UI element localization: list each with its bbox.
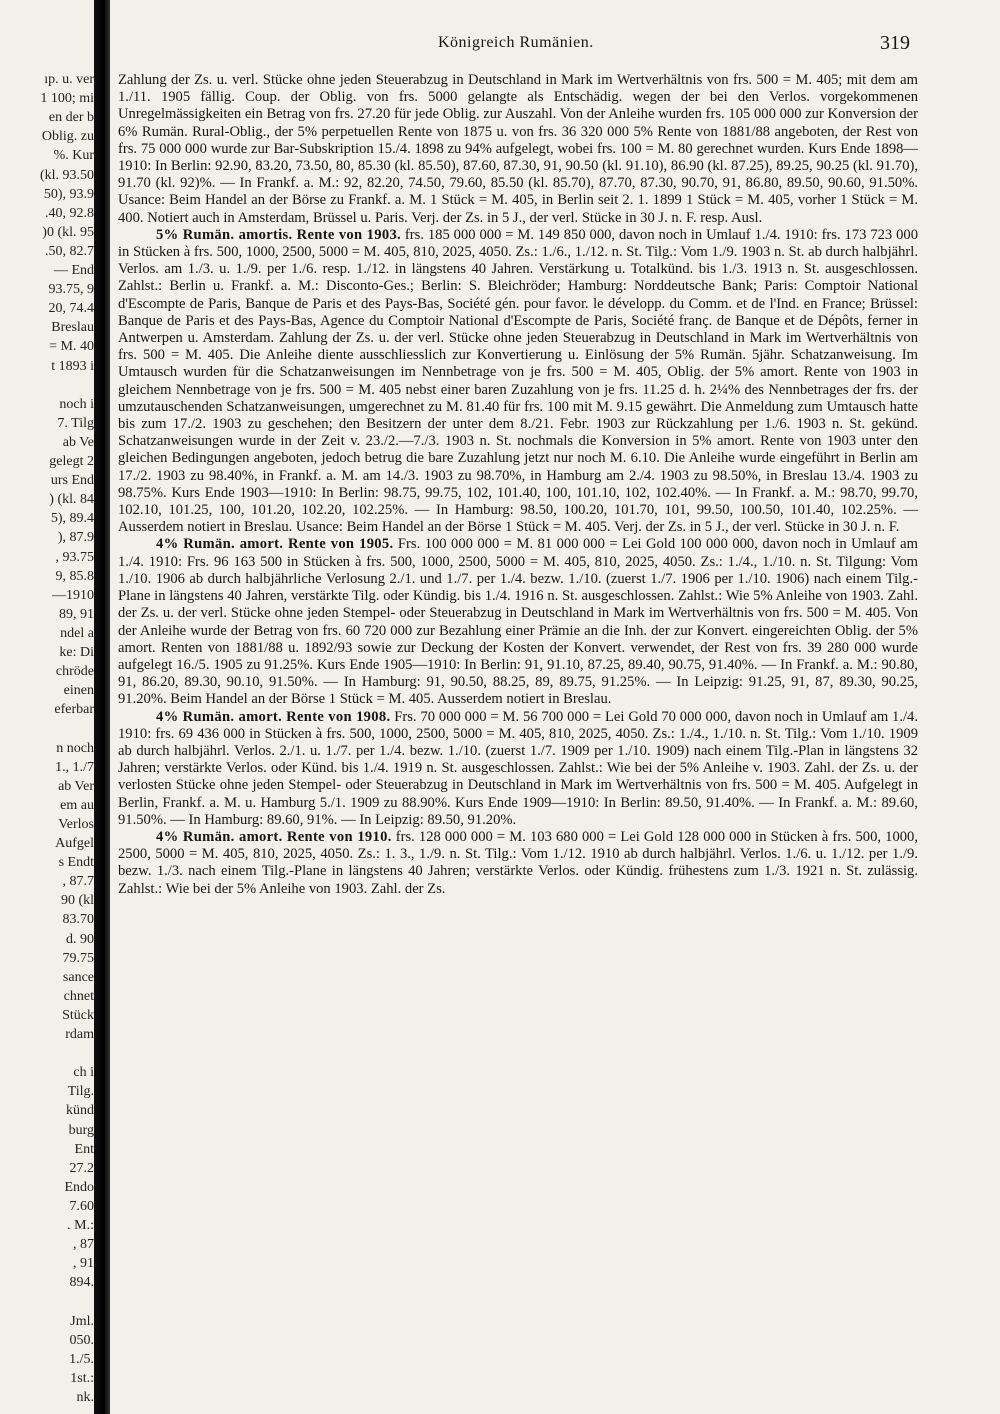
gutter-line: noch i <box>59 396 94 412</box>
gutter-line: . M.: <box>67 1218 94 1233</box>
section-title: 4% Rumän. amort. Rente von 1908. <box>156 708 391 725</box>
gutter-line: )0 (kl. 95 <box>42 224 94 240</box>
paragraph-rente-1905 <box>118 536 918 708</box>
gutter-line: , 87.7 <box>62 874 94 890</box>
gutter-line: Stück <box>62 1007 94 1023</box>
gutter-line: künd <box>66 1103 94 1119</box>
gutter-line: burg <box>68 1122 94 1138</box>
gutter-line: n noch <box>56 740 94 756</box>
gutter-line: chröde <box>55 664 94 680</box>
gutter-line: gelegt 2 <box>49 454 94 469</box>
gutter-line: einen <box>63 683 94 699</box>
gutter-line: em au <box>60 797 94 813</box>
gutter-line: sance <box>62 969 94 985</box>
gutter-line: 7. Tilg <box>57 415 94 431</box>
gutter-line: 83.70 <box>62 912 94 928</box>
adjacent-page-fragment <box>0 0 94 1414</box>
paragraph-text: Zahlung der Zs. u. verl. Stücke ohne jeden Steuerabzug in Deutschland in Mark im Wertverhältnis von frs. 500 = M. 405; mit dem am 1./11. 1905 fällig. Coup. der Oblig. von frs. 5000 gelangte als Entschädig. wegen der bei den Verlos. vorgekommenen Unregelmässigkeiten ein Betrag von frs. 27.20 für jede Oblig. zur Auszahl. Von der Anleihe wurden frs. 105 000 000 zur Konversion der 6% Rumän. Rural-Oblig., der 5% perpetuellen Rente von 1875 u. von frs. 36 320 000 5% Rente von 1881/88 angeboten, der Rest von frs. 75 000 000 wurde zur Bar-Subskription 15./4. 1898 zu 94% aufgelegt, wobei frs. 100 = M. 80 gerechnet wurden. Kurs Ende 1898—1910: In Berlin: 92.90, 83.20, 73.50, 80, 85.30 (kl. 85.50), 87.60, 87.30, 91, 90.50 (kl. 91.10), 86.90 (kl. 87.25), 89.25, 90.25 (kl. 91.70), 91.70 (kl. 92)%. — In Frankf. a. M.: 92, 82.20, 74.50, 79.60, 85.50 (kl. 85.70), 87.70, 87.30, 90.70, 91, 86.80, 89.50, 90.60, 91.50%. Usance: Beim Handel an der Börse zu Frankf. a. M. 1 Stück = M. 405, in Berlin seit 2. 1. 1899 1 Stück = M. 405, vorher 1 Stück = M. 400. Notiert auch in Amsterdam, Brüssel u. Paris. Verj. der Zs. in 5 J., der verl. Stücke in 30 J. n. F. resp. Ausl. <box>118 72 918 226</box>
gutter-line: .40, 92.8 <box>45 205 94 221</box>
gutter-line: Breslau <box>51 320 94 336</box>
paragraph-text: Frs. 100 000 000 = M. 81 000 000 = Lei Gold 100 000 000, davon noch in Umlauf am 1./4. 1910: Frs. 96 163 500 in Stücken à frs. 500, 1000, 2500, 5000 = M. 405, 810, 2025, 4050. Zs.: 1./4., 1./10. n. St. Tilgung: Vom 1./10. 1906 ab durch halbjährliche Verlosung 2./1. und 1./7. per 1./4. bezw. 1./10. (zuerst 1./7. 1906 per 1./10. 1906) nach einem Tilg.-Plane in längstens 40 Jahren, verstärkte Tilg. oder Kündig. bis 1./4. 1916 n. St. ausgeschlossen. Zahlst.: Wie 5% Anleihe von 1903. Zahl. der Zs. u. der verl. Stücke ohne jeden Stempel- oder Steuerabzug in Deutschland in Mark im Wertverhältnis von frs. 500 = M. 405. Von der Anleihe wurde der Betrag von frs. 60 720 000 zur Bezahlung einer Prämie an die Inh. der zur Konvert. eingereichten Oblig. der 5% amort. Renten von 1881/88 u. 1892/93 sowie zur Deckung der Kosten der Konvert. verwendet, der Rest von frs. 39 280 000 wurde aufgelegt 16./5. 1905 zu 91.25%. Kurs Ende 1905—1910: In Berlin: 91, 91.10, 87.25, 89.40, 90.75, 91.40%. — In Frankf. a. M.: 90.80, 91, 86.20, 89.30, 90.10, 91.50%. — In Hamburg: 91, 90.50, 88.25, 89, 89.75, 91.25%. — In Leipzig: 91.25, 91, 87, 89.30, 90.25, 91.20%. Beim Handel an der Börse 1 Stück = M. 405. Ausserdem notiert in Breslau. <box>118 536 918 708</box>
paragraph-rente-1903 <box>118 227 918 537</box>
gutter-line: Endo <box>64 1179 94 1195</box>
gutter-line: ) (kl. 84 <box>49 492 94 508</box>
section-title: 4% Rumän. amort. Rente von 1905. <box>156 536 394 553</box>
gutter-line: urs End <box>50 473 94 489</box>
page-header <box>0 34 1000 58</box>
gutter-line: 27.2 <box>69 1160 94 1176</box>
paragraph-rente-1908 <box>118 709 918 829</box>
gutter-line: eferbar <box>54 702 94 718</box>
gutter-line: 5), 89.4 <box>50 511 94 527</box>
page-body <box>118 72 918 898</box>
gutter-line: 9, 85.8 <box>55 568 94 584</box>
gutter-line: 93.75, 9 <box>48 282 94 298</box>
gutter-line: 1./5. <box>69 1351 94 1367</box>
gutter-line: 894. <box>69 1275 94 1291</box>
section-title: 5% Rumän. amortis. Rente von 1903. <box>156 226 401 243</box>
gutter-line: ıp. u. ver <box>44 72 94 87</box>
paragraph-text: frs. 128 000 000 = M. 103 680 000 = Lei Gold 128 000 000 in Stücken à frs. 500, 1000, 2500, 5000 = M. 405, 810, 2025, 4050. Zs.: 1. 3., 1./9. n. St. Tilg.: Vom 1./12. 1910 ab durch halbjährl. Verlos. 1./6. u. 1./12. per 1./9. bezw. 1./3. nach einem Tilg.-Plane in längstens 40 Jahren; verstärkte Verlos. oder Kündig. frühestens zum 1./3. 1921 n. St. zulässig. Zahlst.: Wie bei der 5% Anleihe von 1903. Zahl. der Zs. <box>118 828 918 897</box>
gutter-line: ), 87.9 <box>57 530 94 546</box>
gutter-line: — End <box>53 263 94 278</box>
gutter-line: .50, 82.7 <box>45 243 94 259</box>
gutter-line: s Endt <box>58 855 94 871</box>
paragraph-continuation <box>118 72 918 227</box>
running-title: Königreich Rumänien. <box>438 34 594 51</box>
gutter-line: 90 (kl <box>60 893 94 909</box>
gutter-line: ndel a <box>60 625 94 641</box>
gutter-line: ab Ver <box>58 778 94 794</box>
gutter-line: 79.75 <box>62 950 94 966</box>
book-spine-shadow <box>94 0 110 1414</box>
paragraph-rente-1910 <box>118 829 918 898</box>
gutter-line: Aufgel <box>55 836 94 851</box>
gutter-line: Jml. <box>70 1313 94 1329</box>
gutter-line: Tilg. <box>67 1084 94 1100</box>
paragraph-text: frs. 185 000 000 = M. 149 850 000, davon noch in Umlauf 1./4. 1910: frs. 173 723 000 in Stücken à frs. 500, 1000, 2500, 5000 = M. 405, 810, 2025, 4050. Zs.: 1./6., 1./12. n. St. Tilg.: Vom 1./9. 1903 n. St. ab durch halbjährl. Verlos. am 1./3. u. 1./9. per 1./6. resp. 1./12. in längstens 40 Jahren. Verstärkung u. Totalkünd. bis 1./3. 1913 n. St. ausgeschlossen. Zahlst.: Berlin u. Frankf. a. M.: Disconto-Ges.; Berlin: S. Bleichröder; Hamburg: Norddeutsche Bank; Paris: Comptoir National d'Escompte de Paris, Banque de Paris et des Pays-Bas, Société gén. pour favor. le développ. du Comm. et de l'Ind. en France; Brüssel: Banque de Paris et des Pays-Bas, Agence du Comptoir National d'Escompte de Paris, Société franç. de Banque et de Dépôts, ferner in Antwerpen u. Amsterdam. Zahlung der Zs. u. der verl. Stücke ohne jeden Steuerabzug in Deutschland in Mark im Wertverhältnis von frs. 500 = M. 405. Die Anleihe diente ausschliesslich zur Konvertierung u. Einlösung der 5% Rumän. 5jähr. Schatzanweisung. Im Umtausch wurden für die Schatzanweisungen im Nennbetrage von je frs. 500 = M. 405, Oblig. der 5% amort. Rente von 1903 in gleichem Nennbetrage von je frs. 500 = M. 405 nebst einer baren Zuzahlung von je frs. 11.25 d. h. 2¼% des Nennbetrages der frs. der umzutauschenden Schatzanweisungen, umgerechnet zu M. 81.40 für frs. 100 mit M. 9.15 gewährt. Die Anmeldung zum Umtausch hatte bis zum 17./2. 1903 zu geschehen; den Besitzern der unter dem 8./21. Febr. 1903 zur Rückzahlung per 1./6. 1903 n. St. gekünd. Schatzanweisungen wurde in der Zeit v. 23./2.—7./3. 1903 n. St. nochmals die Konversion in 5% amort. Rente von 1903 unter den gleichen Bedingungen angeboten, jedoch betrug die bare Zuzahlung jetzt nur noch M. 6.10. Die Anleihe wurde eingeführt in Berlin am 17./2. 1903 zu 98.40%, in Frankf. a. M. am 14./3. 1903 zu 98.70%, in Hamburg am 2./4. 1903 zu 98.50%, in Breslau 13./4. 1903 zu 98.75%. Kurs Ende 1903—1910: In Berlin: 98.75, 99.75, 102, 101.40, 100, 101.10, 102, 102.40%. — In Frankf. a. M.: 98.70, 99.70, 102.10, 101.25, 100, 101.20, 102.20, 102.25%. — In Hamburg: 98.50, 100.20, 101.70, 101, 99.50, 100.50, 101.40, 102.25%. — Ausserdem notiert in Breslau. Usance: Beim Handel an der Börse 1 Stück = M. 405. Verj. der Zs. in 5 J., der verl. Stücke in 30 J. n. F. <box>118 226 919 536</box>
gutter-line: ab Ve <box>62 434 94 450</box>
gutter-line: 1st.: <box>70 1370 94 1386</box>
gutter-line: 050. <box>69 1332 94 1348</box>
page-number: 319 <box>880 32 910 54</box>
gutter-line: en der b <box>48 110 94 126</box>
gutter-line: 1 100; mi <box>40 91 94 107</box>
section-title: 4% Rumän. amort. Rente von 1910. <box>156 828 392 845</box>
paragraph-text: Frs. 70 000 000 = M. 56 700 000 = Lei Gold 70 000 000, davon noch in Umlauf am 1./4. 1910: frs. 69 436 000 in Stücken à frs. 500, 1000, 2500, 5000 = M. 405, 810, 2025, 4050. Zs.: 1./4., 1./10. n. St. Tilg.: Vom 1./10. 1909 ab durch halbjährl. Verlos. 2./1. u. 1./7. per 1./4. bezw. 1./10. (zuerst 1./7. 1909 per 1./10. 1909) nach einem Tilg.-Plan in längstens 32 Jahren; verstärkte Verlos. oder Künd. bis 1./4. 1919 n. St. ausgeschlossen. Zahlst.: Wie bei der 5% Anleihe v. 1903. Zahl. der Zs. u. der verlosten Stücke ohne jeden Stempel- oder Steuerabzug in Deutschland in Mark im Wertverhältnis von frs. 500 = M. 405. Aufgelegt in Berlin, Frankf. a. M. u. Hamburg 5./1. 1909 zu 88.90%. Kurs Ende 1909—1910: In Berlin: 89.50, 91.40%. — In Frankf. a. M.: 89.60, 91.50%. — In Hamburg: 89.60, 91%. — In Leipzig: 89.50, 91.20%. <box>118 708 918 828</box>
gutter-line: ke: Di <box>59 645 94 660</box>
gutter-line: Oblig. zu <box>41 129 94 145</box>
gutter-line: 1., 1./7 <box>55 759 94 775</box>
gutter-line: = M. 40 <box>49 339 94 355</box>
gutter-line: %. Kur <box>53 148 94 164</box>
gutter-line: (kl. 93.50 <box>39 167 94 183</box>
gutter-line: 89, 91 <box>59 606 94 622</box>
gutter-line: rdam <box>65 1027 94 1042</box>
gutter-line: 50), 93.9 <box>43 186 94 202</box>
gutter-line: , 87 <box>73 1237 94 1253</box>
gutter-line: —1910 <box>52 587 94 603</box>
gutter-line: 20, 74.4 <box>48 301 94 317</box>
gutter-line: ch i <box>73 1065 94 1081</box>
gutter-line: Ent <box>74 1141 94 1157</box>
gutter-line: Verlos <box>58 816 94 832</box>
gutter-line: 7.60 <box>69 1198 94 1214</box>
gutter-line: nk. <box>76 1389 94 1405</box>
gutter-line: , 93.75 <box>55 549 94 565</box>
gutter-line: , 91 <box>73 1256 94 1272</box>
gutter-line: d. 90 <box>66 931 94 947</box>
gutter-line: chnet <box>63 988 94 1004</box>
gutter-line: t 1893 i <box>51 358 94 374</box>
